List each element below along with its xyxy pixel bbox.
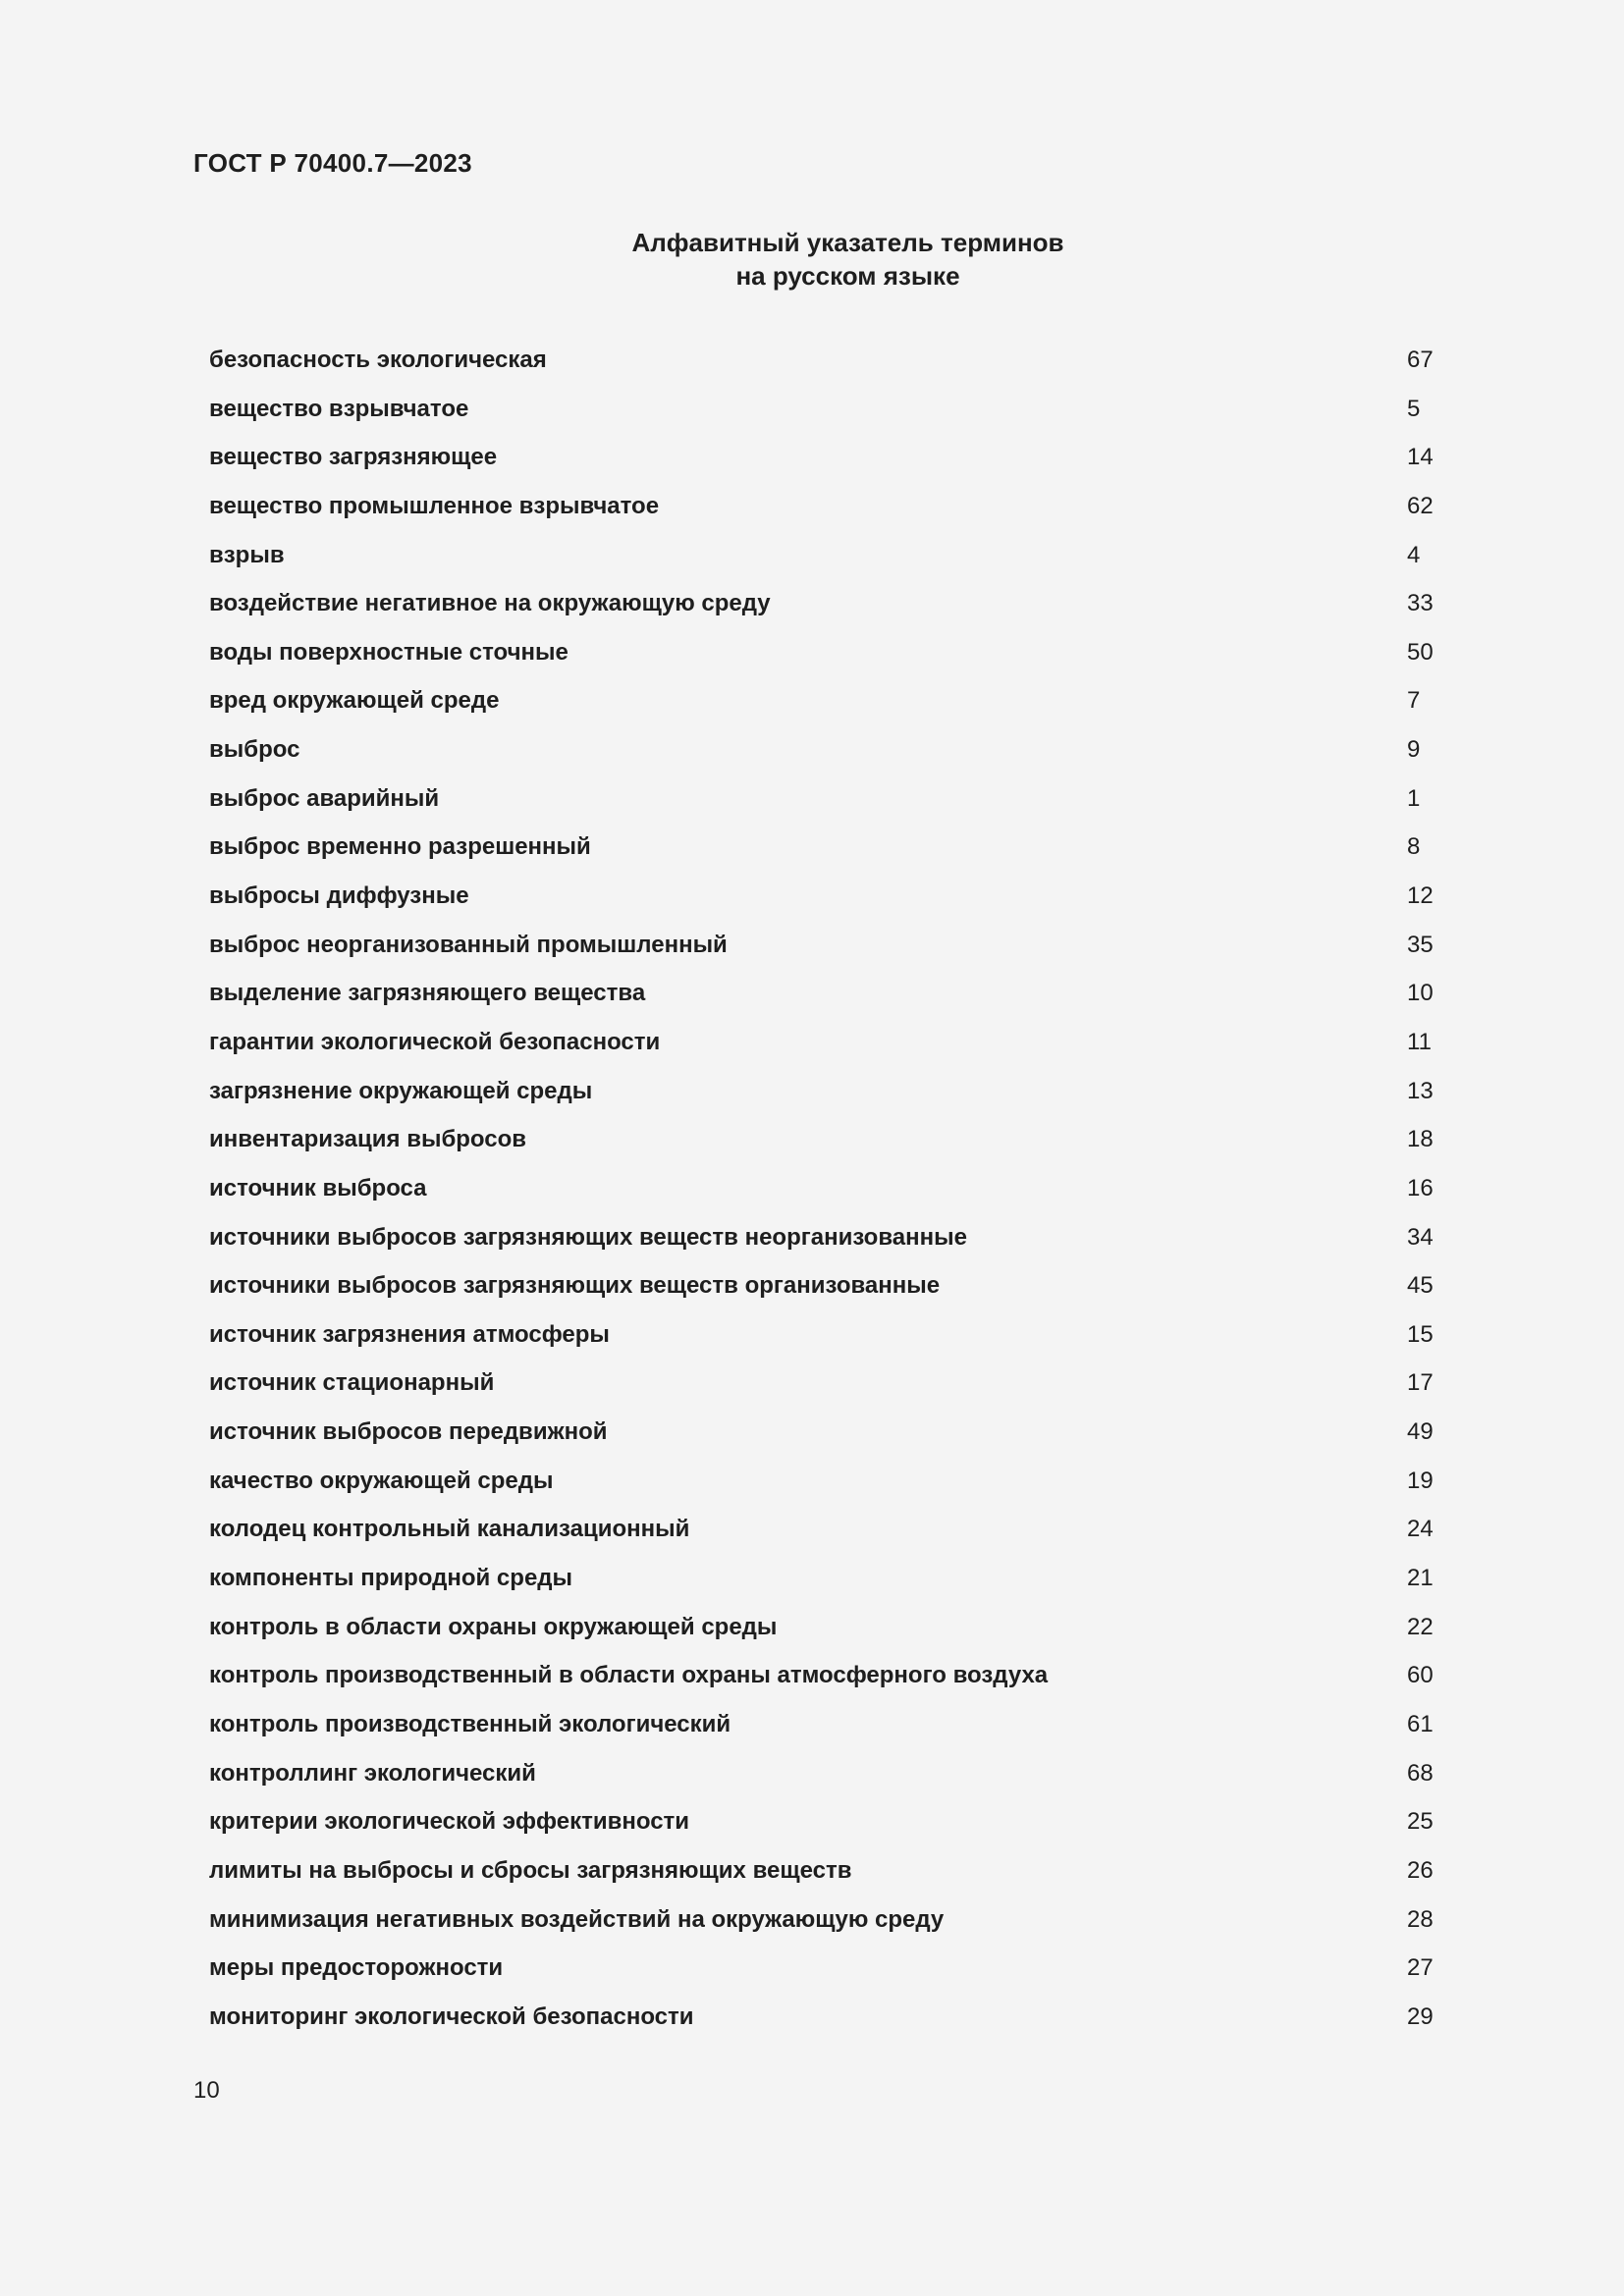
index-entry bbox=[209, 1613, 1456, 1667]
index-term-number: 60 bbox=[1407, 1662, 1434, 1689]
index-term-number: 1 bbox=[1407, 784, 1421, 812]
index-term-number: 50 bbox=[1407, 638, 1434, 666]
index-entry bbox=[209, 1856, 1456, 1910]
index-entry bbox=[209, 1710, 1456, 1764]
index-entry bbox=[209, 1174, 1456, 1228]
index-entry bbox=[209, 347, 1456, 400]
index-heading-line-1: Алфавитный указатель терминов bbox=[631, 228, 1064, 257]
index-entry bbox=[209, 1467, 1456, 1521]
index-term: источник загрязнения атмосферы bbox=[209, 1320, 610, 1348]
index-term: выброс bbox=[209, 736, 300, 764]
index-term: воды поверхностные сточные bbox=[209, 638, 568, 666]
index-entry bbox=[209, 1272, 1456, 1325]
index-entry bbox=[209, 1126, 1456, 1179]
index-term-number: 15 bbox=[1407, 1320, 1434, 1348]
index-term-number: 21 bbox=[1407, 1565, 1434, 1592]
index-term-number: 13 bbox=[1407, 1077, 1434, 1104]
index-term-number: 67 bbox=[1407, 347, 1434, 373]
index-term: мониторинг экологической безопасности bbox=[209, 2002, 694, 2030]
index-term-number: 28 bbox=[1407, 1905, 1434, 1933]
index-term: источник выбросов передвижной bbox=[209, 1418, 608, 1446]
term-index-list bbox=[209, 347, 1456, 2056]
index-entry bbox=[209, 1223, 1456, 1277]
index-term: гарантии экологической безопасности bbox=[209, 1028, 661, 1055]
index-term-number: 25 bbox=[1407, 1808, 1434, 1836]
index-term-number: 22 bbox=[1407, 1613, 1434, 1640]
index-term: выделение загрязняющего вещества bbox=[209, 980, 646, 1007]
index-term: колодец контрольный канализационный bbox=[209, 1516, 690, 1543]
index-term-number: 12 bbox=[1407, 882, 1434, 910]
index-term: вред окружающей среде bbox=[209, 687, 500, 715]
index-entry bbox=[209, 1954, 1456, 2007]
index-term-number: 18 bbox=[1407, 1126, 1434, 1153]
index-term: контроль в области охраны окружающей среды bbox=[209, 1613, 778, 1640]
index-term-number: 29 bbox=[1407, 2002, 1434, 2030]
index-term-number: 4 bbox=[1407, 541, 1421, 568]
index-term: источник стационарный bbox=[209, 1369, 495, 1397]
index-entry bbox=[209, 931, 1456, 985]
index-term: выбросы диффузные bbox=[209, 882, 469, 910]
index-entry bbox=[209, 1905, 1456, 1959]
index-term-number: 35 bbox=[1407, 931, 1434, 958]
index-term: источники выбросов загрязняющих веществ организованные bbox=[209, 1272, 941, 1300]
index-entry bbox=[209, 1565, 1456, 1618]
index-term-number: 68 bbox=[1407, 1759, 1434, 1787]
index-entry bbox=[209, 2002, 1456, 2056]
index-entry bbox=[209, 980, 1456, 1033]
index-term: компоненты природной среды bbox=[209, 1565, 573, 1592]
index-entry bbox=[209, 541, 1456, 595]
index-term: загрязнение окружающей среды bbox=[209, 1077, 593, 1104]
index-term-number: 24 bbox=[1407, 1516, 1434, 1543]
index-entry bbox=[209, 1418, 1456, 1471]
index-term-number: 34 bbox=[1407, 1223, 1434, 1251]
index-term: критерии экологической эффективности bbox=[209, 1808, 690, 1836]
index-entry bbox=[209, 1077, 1456, 1131]
index-term-number: 7 bbox=[1407, 687, 1421, 715]
index-term: лимиты на выбросы и сбросы загрязняющих веществ bbox=[209, 1856, 852, 1884]
index-entry bbox=[209, 882, 1456, 935]
index-term: вещество загрязняющее bbox=[209, 444, 498, 471]
index-term: источник выброса bbox=[209, 1174, 427, 1201]
index-term-number: 49 bbox=[1407, 1418, 1434, 1446]
index-term: выброс временно разрешенный bbox=[209, 833, 591, 861]
index-term-number: 17 bbox=[1407, 1369, 1434, 1397]
index-term: контроль производственный в области охраны атмосферного воздуха bbox=[209, 1662, 1049, 1689]
index-term: вещество промышленное взрывчатое bbox=[209, 492, 660, 519]
index-term: качество окружающей среды bbox=[209, 1467, 554, 1494]
index-entry bbox=[209, 638, 1456, 692]
index-entry bbox=[209, 784, 1456, 838]
index-entry bbox=[209, 1516, 1456, 1569]
index-term-number: 33 bbox=[1407, 590, 1434, 617]
index-term: взрыв bbox=[209, 541, 285, 568]
index-term-number: 10 bbox=[1407, 980, 1434, 1007]
index-term: безопасность экологическая bbox=[209, 347, 547, 373]
index-entry bbox=[209, 1808, 1456, 1861]
index-term: минимизация негативных воздействий на окружающую среду bbox=[209, 1905, 945, 1933]
document-code: ГОСТ Р 70400.7—2023 bbox=[193, 148, 472, 178]
index-entry bbox=[209, 1662, 1456, 1715]
index-term: инвентаризация выбросов bbox=[209, 1126, 527, 1153]
index-term: выброс аварийный bbox=[209, 784, 440, 812]
page-number: 10 bbox=[193, 2077, 220, 2104]
index-term: меры предосторожности bbox=[209, 1954, 504, 1982]
index-entry bbox=[209, 1028, 1456, 1082]
index-term-number: 5 bbox=[1407, 395, 1421, 422]
index-entry bbox=[209, 1320, 1456, 1374]
index-term-number: 62 bbox=[1407, 492, 1434, 519]
index-term-number: 9 bbox=[1407, 736, 1421, 764]
index-entry bbox=[209, 1369, 1456, 1422]
index-term: воздействие негативное на окружающую среду bbox=[209, 590, 771, 617]
index-term-number: 8 bbox=[1407, 833, 1421, 861]
index-term-number: 16 bbox=[1407, 1174, 1434, 1201]
index-term: источники выбросов загрязняющих веществ неорганизованные bbox=[209, 1223, 967, 1251]
index-entry bbox=[209, 395, 1456, 449]
index-term-number: 26 bbox=[1407, 1856, 1434, 1884]
index-entry bbox=[209, 492, 1456, 546]
index-term-number: 19 bbox=[1407, 1467, 1434, 1494]
index-term-number: 45 bbox=[1407, 1272, 1434, 1300]
index-term-number: 11 bbox=[1407, 1028, 1432, 1055]
index-term: выброс неорганизованный промышленный bbox=[209, 931, 728, 958]
index-term: контроль производственный экологический bbox=[209, 1710, 731, 1737]
index-entry bbox=[209, 687, 1456, 740]
index-entry bbox=[209, 590, 1456, 643]
index-term-number: 14 bbox=[1407, 444, 1434, 471]
index-entry bbox=[209, 444, 1456, 497]
index-term-number: 27 bbox=[1407, 1954, 1434, 1982]
index-entry bbox=[209, 833, 1456, 886]
index-heading-line-2: на русском языке bbox=[735, 261, 960, 291]
index-heading bbox=[0, 226, 1624, 293]
index-entry bbox=[209, 736, 1456, 789]
index-term-number: 61 bbox=[1407, 1710, 1434, 1737]
index-term: вещество взрывчатое bbox=[209, 395, 469, 422]
index-entry bbox=[209, 1759, 1456, 1813]
index-term: контроллинг экологический bbox=[209, 1759, 536, 1787]
